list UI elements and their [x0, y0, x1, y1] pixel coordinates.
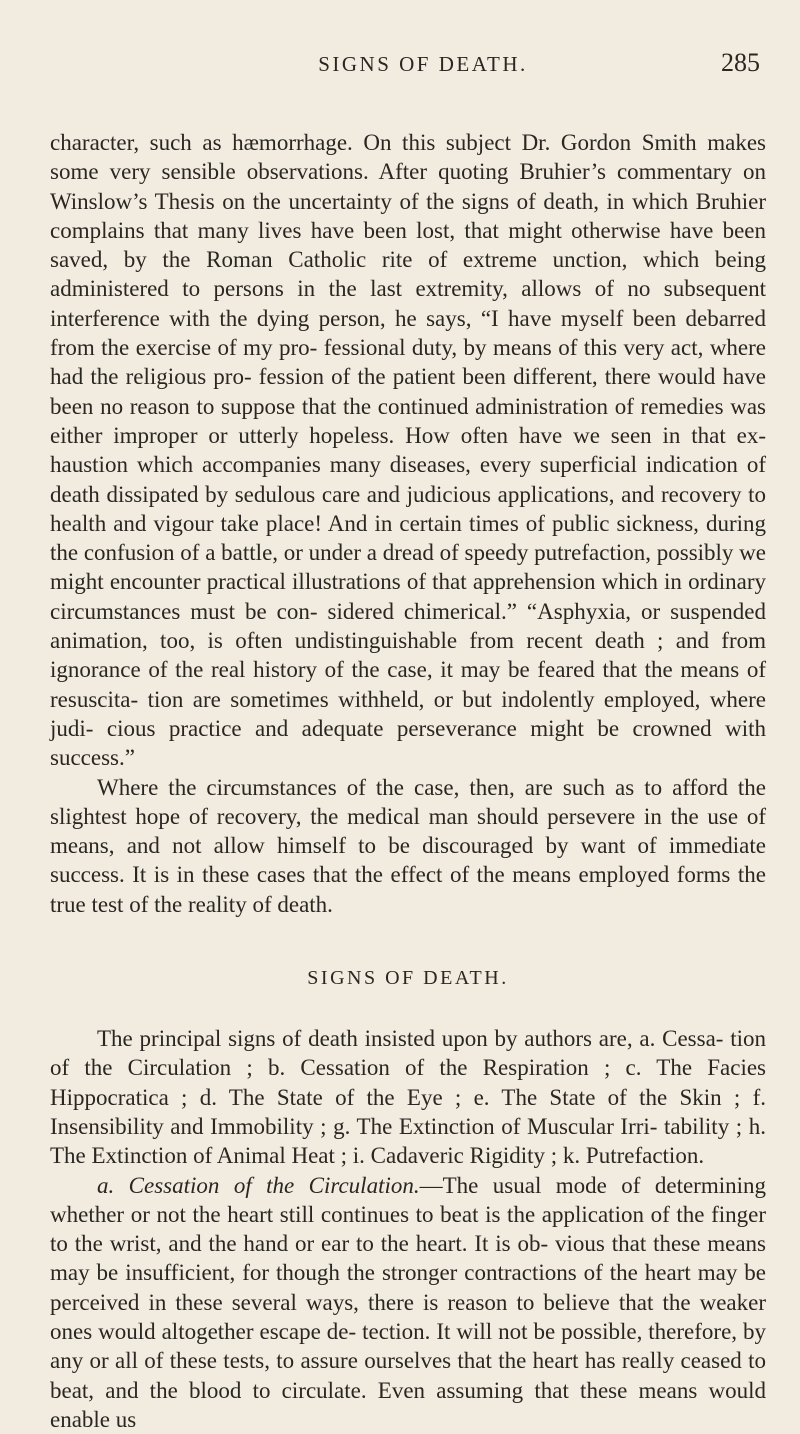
- running-head: [50, 44, 766, 84]
- paragraph-2: Where the circumstances of the case, then, are such as to afford the slightest hope of recovery, the medical man should persevere in the use of means, and not allow himself to be discouraged by want of immediate success. It is in these cases that the effect of the means employed forms the true test of the reality of death.: [50, 773, 766, 919]
- paragraph-4: [50, 1171, 766, 1434]
- running-title: SIGNS OF DEATH.: [50, 52, 766, 77]
- section-heading: SIGNS OF DEATH.: [50, 967, 766, 990]
- paragraph-1: character, such as hæmorrhage. On this subject Dr. Gordon Smith makes some very sensible observations. After quoting Bruhier’s commentary on Winslow’s Thesis on the uncertainty of the signs of death, in which Bruhier complains that many lives have been lost, that might otherwise have been saved, by the Roman Catholic rite of extreme unction, which being administered to persons in the last extremity, allows of no subsequent interference with the dying person, he says, “I have myself been debarred from the exercise of my pro- fessional duty, by means of this very act, where had the religious pro- fession of the patient been different, there would have been no reason to suppose that the continued administration of remedies was either improper or utterly hopeless. How often have we seen in that ex- haustion which accompanies many diseases, every superficial indication of death dissipated by sedulous care and judicious applications, and recovery to health and vigour take place! And in certain times of public sickness, during the confusion of a battle, or under a dread of speedy putrefaction, possibly we might encounter practical illustrations of that apprehension which in ordinary circumstances must be con- sidered chimerical.” “Asphyxia, or suspended animation, too, is often undistinguishable from recent death ; and from ignorance of the real history of the case, it may be feared that the means of resuscita- tion are sometimes withheld, or but indolently employed, where judi- cious practice and adequate perseverance might be crowned with success.”: [50, 128, 766, 773]
- page-number: 285: [721, 48, 760, 78]
- paragraph-4-text: —The usual mode of determining whether or not the heart still continues to beat is the application of the finger to the wrist, and the hand or ear to the heart. It is ob- vious that these means may be insufficient, for though the stronger contractions of the heart may be perceived in these several ways, there is reason to believe that the weaker ones would altogether escape de- tection. It will not be possible, therefore, by any or all of these tests, to assure ourselves that the heart has really ceased to beat, and the blood to circulate. Even assuming that these means would enable us: [50, 1173, 766, 1432]
- paragraph-4-heading: a. Cessation of the Circulation.: [97, 1173, 420, 1198]
- paragraph-3: The principal signs of death insisted upon by authors are, a. Cessa- tion of the Circulation ; b. Cessation of the Respiration ; c. The Facies Hippocratica ; d. The State of the Eye ; e. The State of the Skin ; f. Insensibility and Immobility ; g. The Extinction of Muscular Irri- tability ; h. The Extinction of Animal Heat ; i. Cadaveric Rigidity ; k. Putrefaction.: [50, 1024, 766, 1170]
